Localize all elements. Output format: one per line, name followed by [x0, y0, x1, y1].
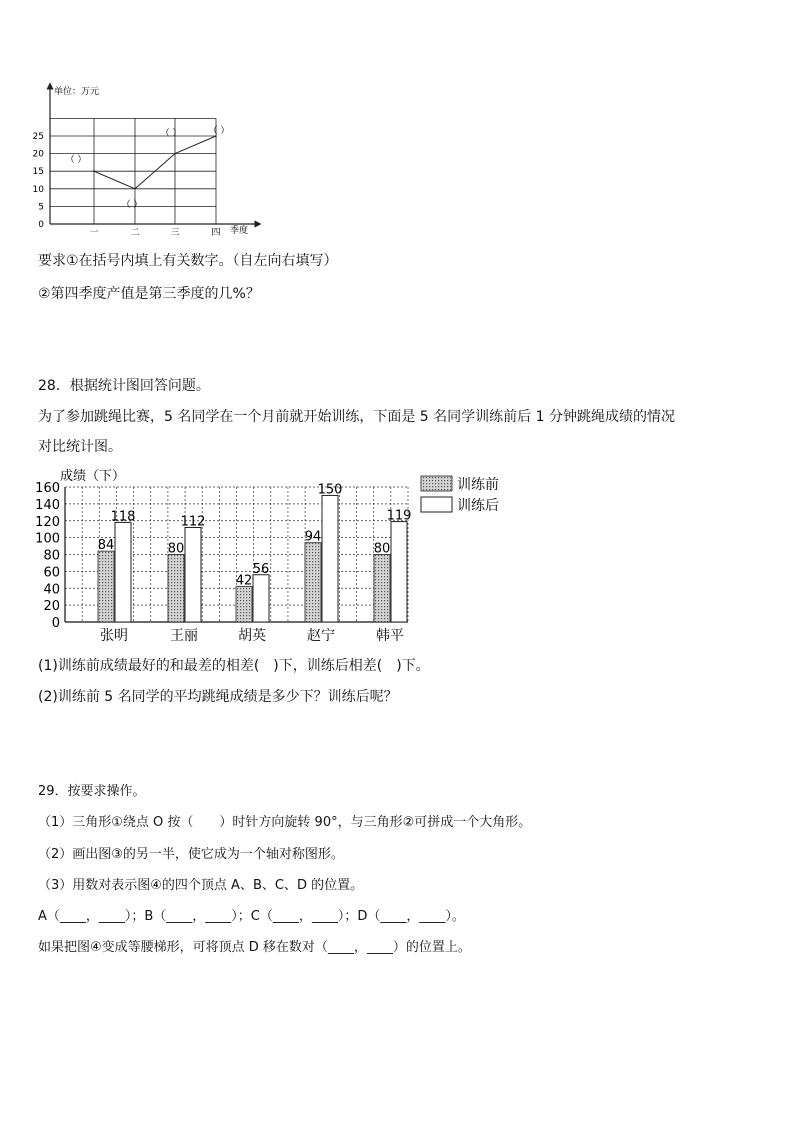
x-axis-label: 季度 — [230, 226, 249, 236]
q29-s2: （2）画出图③的另一半，使它成为一个轴对称图形。 — [38, 847, 344, 862]
q29-s1: （1）三角形①绕点 O 按（ ）时针方向旋转 90°，与三角形②可拼成一个大角形。 — [38, 815, 532, 830]
y-tick-label: 5 — [38, 202, 44, 213]
bar-before — [374, 555, 390, 623]
y-tick-label: 0 — [51, 616, 60, 631]
y-tick-label: 120 — [35, 514, 60, 530]
x-tick-label: 王丽 — [170, 628, 198, 644]
q28-intro-2: 对比统计图。 — [38, 439, 122, 455]
y-tick-label: 10 — [32, 184, 44, 195]
bar-after — [185, 528, 201, 623]
y-axis-label: 成绩（下） — [60, 469, 126, 484]
unit-label: 单位：万元 — [54, 87, 100, 97]
legend-label-after: 训练后 — [457, 498, 499, 514]
x-tick-label: 二 — [130, 228, 140, 238]
y-tick-label: 40 — [43, 582, 60, 598]
blank-label: （ ） — [65, 155, 87, 166]
x-tick-label: 赵宁 — [307, 628, 335, 644]
bar-after — [253, 575, 269, 622]
legend-label-before: 训练前 — [457, 477, 499, 493]
x-tick-label: 张明 — [100, 628, 128, 644]
bar-after — [115, 522, 131, 622]
q29-title: 29．按要求操作。 — [38, 784, 146, 799]
bar-before — [305, 543, 321, 622]
q28-intro-1: 为了参加跳绳比赛，5 名同学在一个月前就开始训练，下面是 5 名同学训练前后 1 分钟跳绳成绩的情况 — [38, 409, 675, 425]
x-tick-label: 一 — [89, 228, 99, 238]
x-tick-label: 四 — [211, 228, 221, 238]
bar-value-label: 56 — [252, 561, 270, 577]
data-point — [93, 170, 95, 172]
bar-before — [98, 551, 114, 622]
blank-label: （ ） — [121, 199, 143, 210]
y-tick-label: 25 — [32, 132, 44, 142]
bar-value-label: 112 — [180, 514, 206, 530]
q28-sub1: (1)训练前成绩最好的和最差的相差( )下，训练后相差( )下。 — [38, 658, 430, 674]
y-tick-label: 20 — [43, 599, 60, 615]
bar-after — [322, 495, 338, 622]
data-point — [134, 188, 136, 190]
bar-value-label: 84 — [97, 538, 115, 554]
blank-label: （ ） — [160, 128, 182, 139]
q28-title: 28．根据统计图回答问题。 — [38, 378, 210, 394]
series-line — [175, 136, 216, 154]
bar-value-label: 150 — [317, 482, 343, 498]
bar-chart — [30, 462, 520, 647]
q28-sub2: (2)训练前 5 名同学的平均跳绳成绩是多少下？训练后呢？ — [38, 689, 398, 705]
y-tick-label: 15 — [32, 167, 44, 178]
q29-s5: 如果把图④变成等腰梯形，可将顶点 D 移在数对（____，____）的位置上。 — [38, 940, 471, 955]
q27-line2: ②第四季度产值是第三季度的几%？ — [38, 286, 260, 302]
y-tick-label: 0 — [38, 220, 44, 230]
bar-value-label: 94 — [304, 529, 322, 545]
line-chart — [30, 80, 270, 240]
legend-swatch-before — [421, 476, 452, 491]
q27-line1: 要求①在括号内填上有关数字。（自左向右填写） — [38, 253, 338, 269]
y-tick-label: 100 — [35, 531, 60, 547]
y-tick-label: 20 — [32, 149, 44, 160]
x-tick-label: 三 — [170, 228, 180, 238]
blank-label: （ ） — [208, 126, 230, 136]
y-tick-label: 160 — [35, 481, 60, 496]
q29-s3: （3）用数对表示图④的四个顶点 A、B、C、D 的位置。 — [38, 878, 364, 893]
bar-before — [168, 555, 184, 623]
bar-value-label: 80 — [373, 541, 391, 557]
legend-swatch-after — [421, 497, 452, 512]
bar-value-label: 80 — [167, 541, 185, 557]
y-tick-label: 140 — [35, 497, 60, 513]
series-line — [94, 171, 135, 189]
bar-value-label: 118 — [110, 509, 136, 525]
y-tick-label: 60 — [43, 565, 60, 581]
bar-value-label: 119 — [386, 508, 412, 524]
bar-before — [236, 587, 252, 622]
bar-after — [391, 522, 407, 622]
y-tick-label: 80 — [43, 548, 60, 564]
x-tick-label: 胡英 — [238, 628, 266, 644]
q29-s4: A（____，____）；B（____，____）；C（____，____）；D（____，____）。 — [38, 909, 465, 924]
x-tick-label: 韩平 — [376, 628, 404, 644]
bar-value-label: 42 — [235, 573, 253, 589]
data-point — [174, 153, 176, 155]
